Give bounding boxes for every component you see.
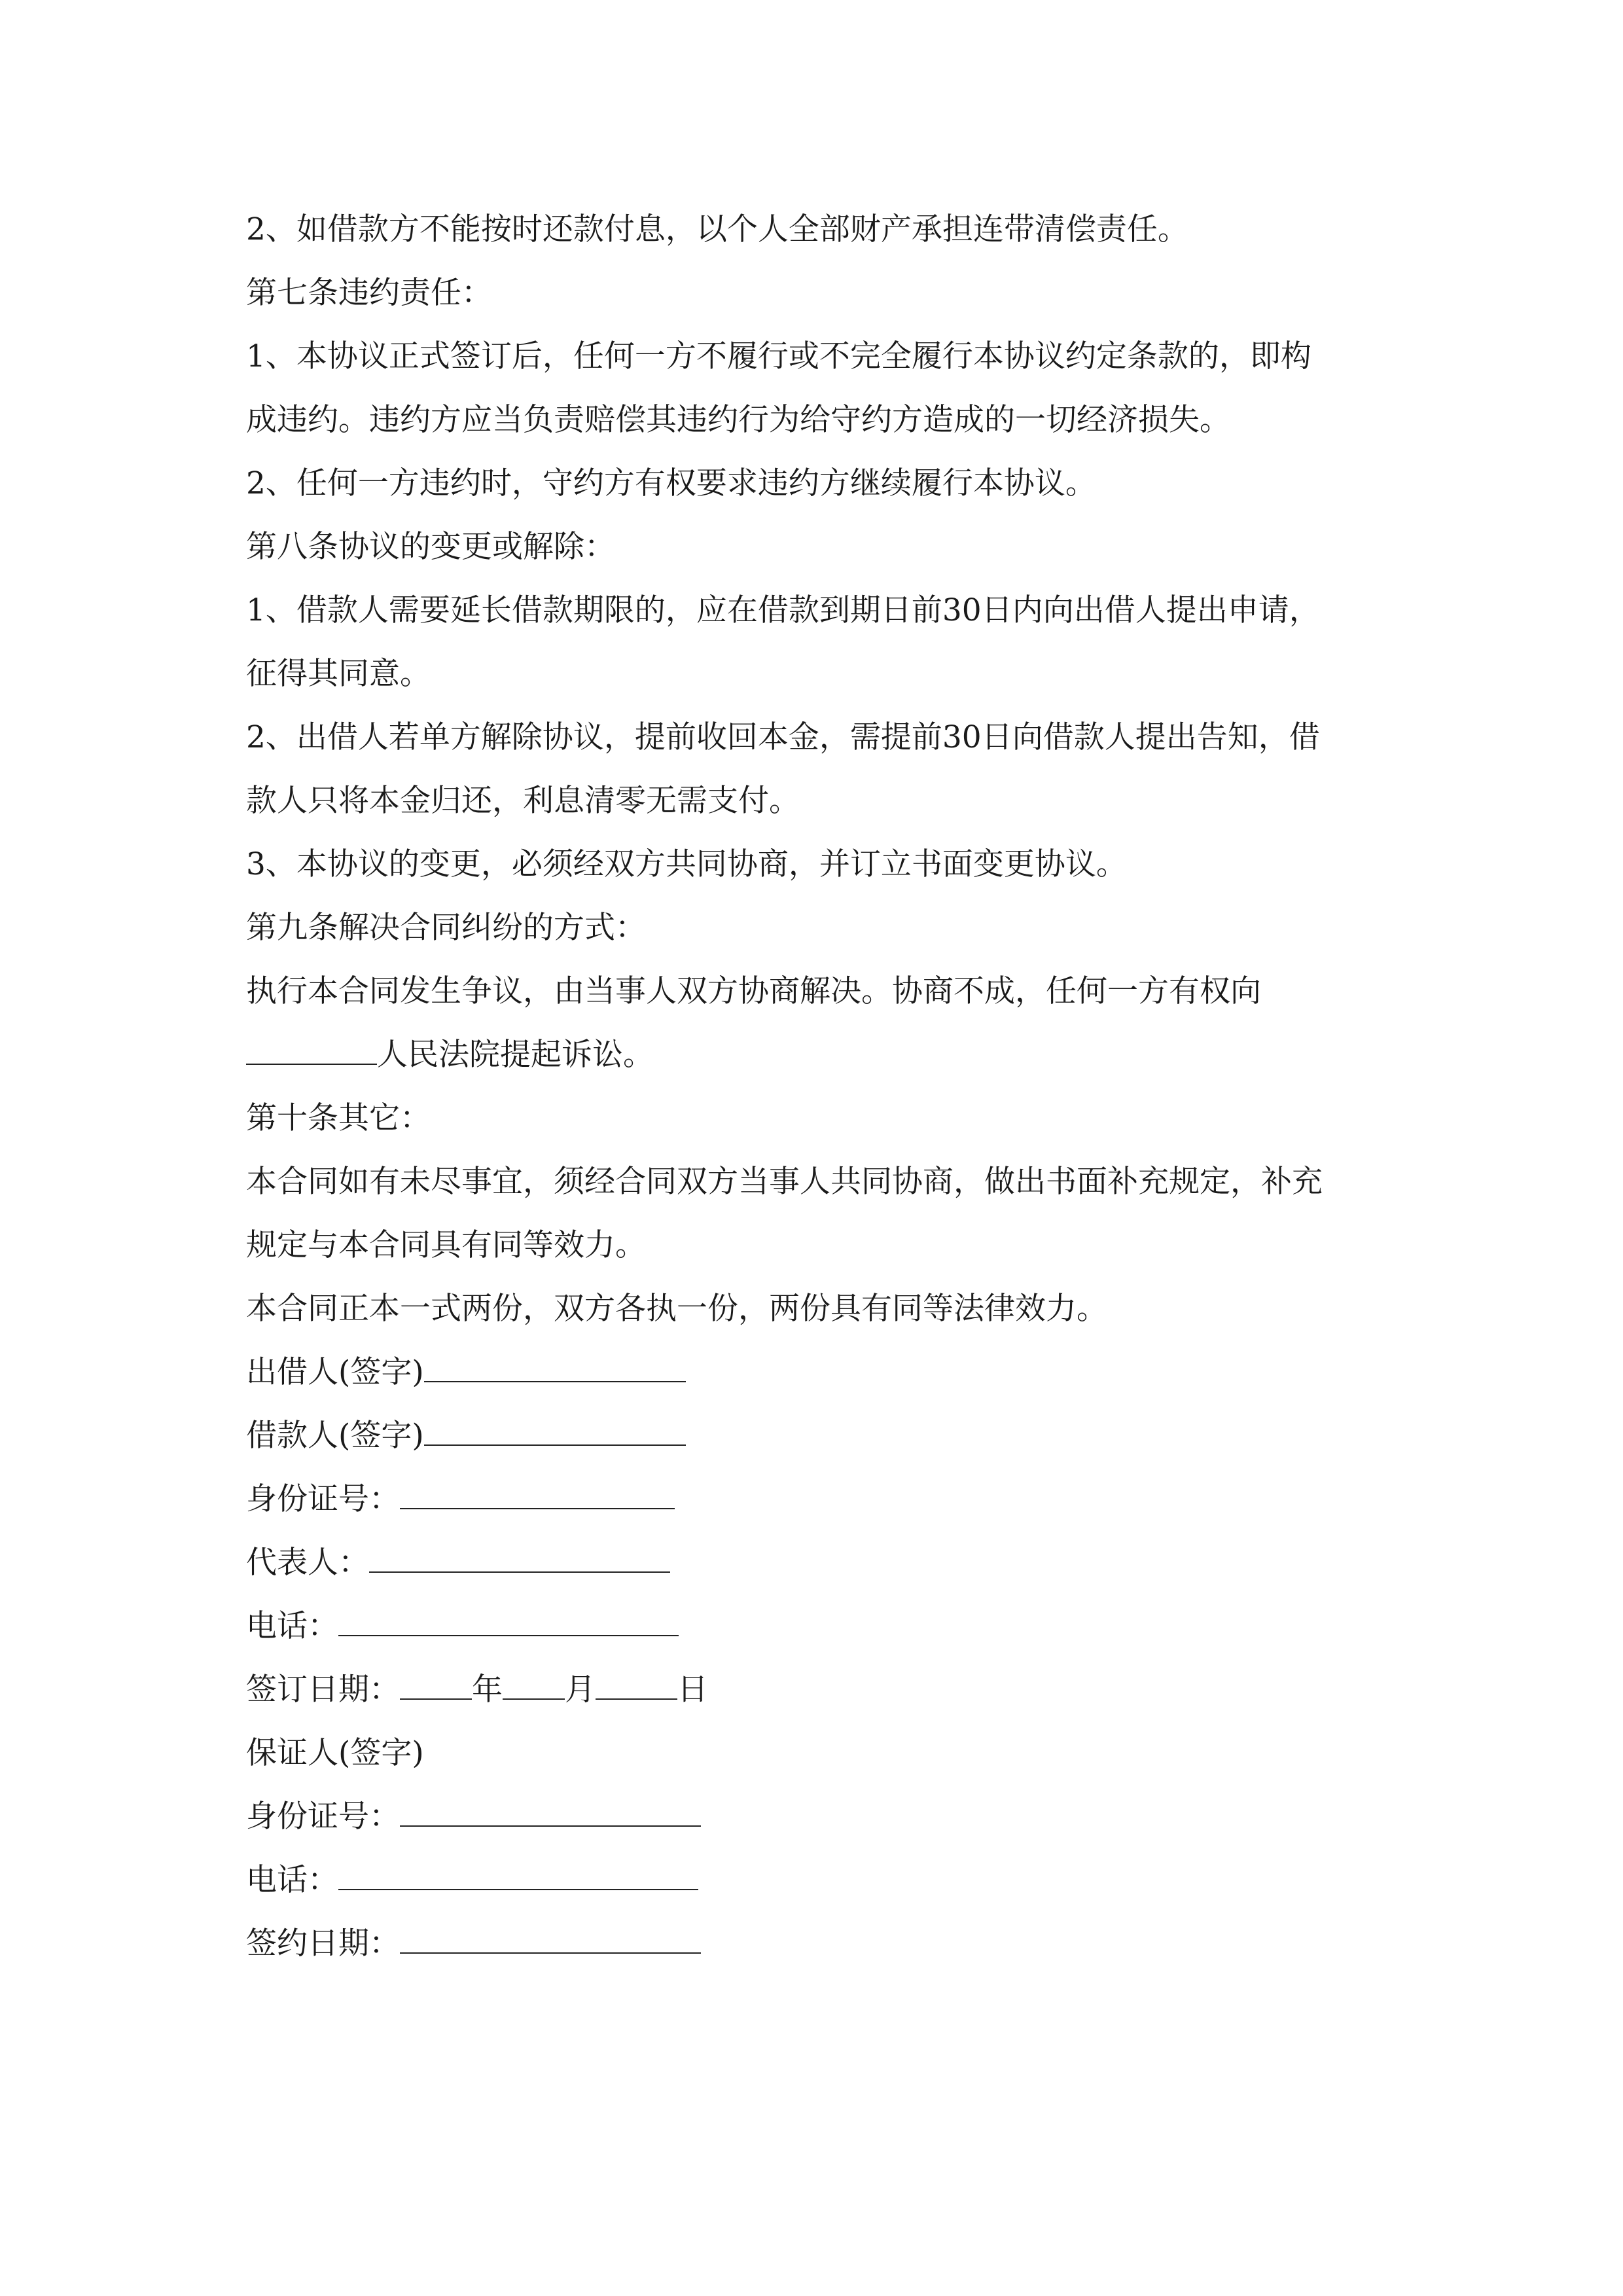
guarantor-label: 保证人(签字) [246,1735,424,1771]
sign-date-row [246,1658,1398,1721]
day-label: 日 [677,1672,708,1708]
lender-signature-field[interactable] [424,1354,686,1382]
clause-line: 执行本合同发生争议，由当事人双方协商解决。协商不成，任何一方有权向 [246,973,1261,1009]
day-field[interactable] [596,1671,677,1700]
clause-line: 2、出借人若单方解除协议，提前收回本金，需提前30日向借款人提出告知，借 [246,719,1320,755]
lender-label: 出借人(签字) [246,1354,424,1390]
month-field[interactable] [503,1671,565,1700]
phone-label: 电话： [246,1608,338,1644]
sign-date-label: 签订日期： [246,1672,400,1708]
court-suffix: 人民法院提起诉讼。 [377,1037,654,1073]
guarantor-row [246,1721,1398,1785]
representative-label: 代表人： [246,1545,369,1581]
document-body [246,198,1398,1975]
guarantor-phone-field[interactable] [338,1861,698,1890]
year-field[interactable] [400,1671,472,1700]
lender-signature-row [246,1340,1398,1404]
clause-line: 2、任何一方违约时，守约方有权要求违约方继续履行本协议。 [246,465,1096,501]
guarantor-phone-row [246,1848,1398,1912]
borrower-signature-field[interactable] [424,1417,686,1446]
borrower-signature-row [246,1404,1398,1467]
article-9-heading: 第九条解决合同纠纷的方式： [246,910,646,946]
article-10-heading: 第十条其它： [246,1100,431,1136]
clause-line: 征得其同意。 [246,656,431,692]
id-number-field[interactable] [400,1480,675,1509]
id-number-label: 身份证号： [246,1481,400,1517]
clause-line: 1、借款人需要延长借款期限的，应在借款到期日前30日内向出借人提出申请， [246,592,1320,628]
month-label: 月 [565,1672,596,1708]
article-7-heading: 第七条违约责任： [246,275,492,311]
court-line [246,1023,1398,1086]
contract-date-field[interactable] [400,1925,701,1954]
article-8-heading: 第八条协议的变更或解除： [246,529,615,565]
year-label: 年 [472,1672,503,1708]
clause-line: 成违约。违约方应当负责赔偿其违约行为给守约方造成的一切经济损失。 [246,402,1230,438]
id-number-row [246,1467,1398,1531]
clause-line: 3、本协议的变更，必须经双方共同协商，并订立书面变更协议。 [246,846,1127,882]
phone-row [246,1594,1398,1658]
guarantor-id-label: 身份证号： [246,1799,400,1835]
clause-line: 本合同正本一式两份，双方各执一份，两份具有同等法律效力。 [246,1291,1107,1327]
guarantor-id-row [246,1785,1398,1848]
representative-field[interactable] [369,1544,670,1573]
guarantor-id-field[interactable] [400,1798,701,1827]
clause-line: 2、如借款方不能按时还款付息，以个人全部财产承担连带清偿责任。 [246,211,1188,247]
clause-line: 款人只将本金归还，利息清零无需支付。 [246,783,800,819]
borrower-label: 借款人(签字) [246,1418,424,1454]
clause-line: 规定与本合同具有同等效力。 [246,1227,646,1263]
phone-field[interactable] [338,1607,679,1636]
clause-line: 1、本协议正式签订后，任何一方不履行或不完全履行本协议约定条款的，即构 [246,338,1311,374]
representative-row [246,1531,1398,1594]
guarantor-phone-label: 电话： [246,1862,338,1898]
clause-line: 本合同如有未尽事宜，须经合同双方当事人共同协商，做出书面补充规定，补充 [246,1164,1323,1200]
contract-date-row [246,1912,1398,1975]
court-name-blank[interactable] [246,1036,377,1065]
contract-date-label: 签约日期： [246,1926,400,1962]
